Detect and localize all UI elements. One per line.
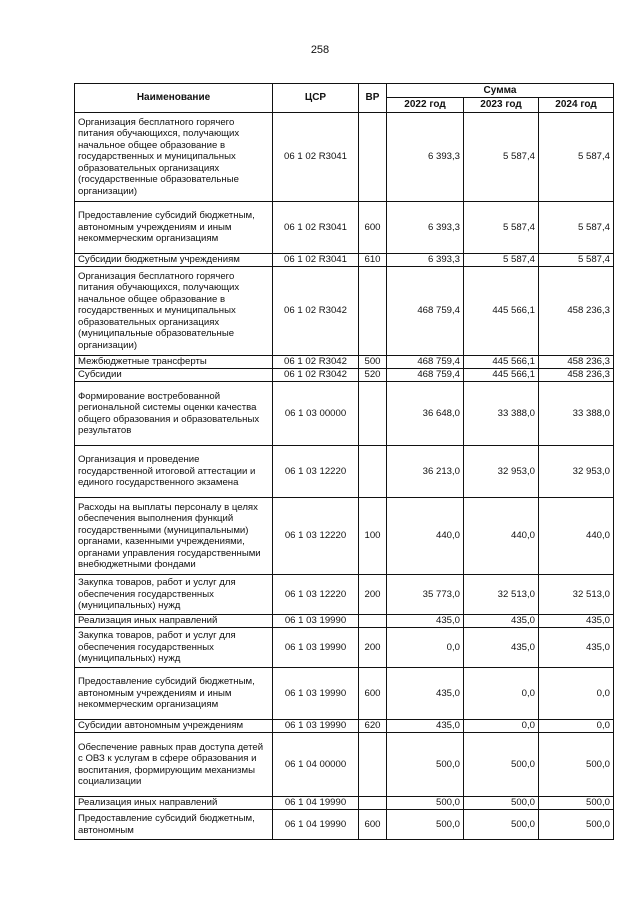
- cell-sum-2022: 6 393,3: [387, 202, 464, 254]
- table-row: [75, 446, 614, 498]
- cell-sum-2022: 500,0: [387, 810, 464, 840]
- cell-sum-2023: 440,0: [464, 498, 539, 575]
- table-row: [75, 498, 614, 575]
- table-row: [75, 720, 614, 733]
- cell-csr: 06 1 02 R3042: [273, 356, 359, 369]
- cell-vr: 620: [359, 720, 387, 733]
- cell-sum-2023: 33 388,0: [464, 382, 539, 446]
- cell-sum-2022: 6 393,3: [387, 254, 464, 267]
- header-year-2024: 2024 год: [539, 98, 614, 113]
- cell-vr: 520: [359, 369, 387, 382]
- cell-csr: 06 1 02 R3041: [273, 254, 359, 267]
- cell-sum-2022: 435,0: [387, 668, 464, 720]
- cell-sum-2023: 435,0: [464, 615, 539, 628]
- cell-vr: 600: [359, 202, 387, 254]
- cell-csr: 06 1 04 19990: [273, 810, 359, 840]
- cell-csr: 06 1 02 R3041: [273, 202, 359, 254]
- cell-csr: 06 1 03 12220: [273, 498, 359, 575]
- header-vr: ВР: [359, 84, 387, 113]
- cell-csr: 06 1 04 00000: [273, 733, 359, 797]
- cell-csr: 06 1 02 R3042: [273, 267, 359, 356]
- table-row: [75, 628, 614, 668]
- cell-name: Реализация иных направлений: [75, 615, 273, 628]
- cell-sum-2023: 445 566,1: [464, 369, 539, 382]
- table-row: [75, 356, 614, 369]
- cell-name: Реализация иных направлений: [75, 797, 273, 810]
- cell-name: Предоставление субсидий бюджетным, автономным учреждениям и иным некоммерческим организациям: [75, 202, 273, 254]
- cell-csr: 06 1 03 19990: [273, 628, 359, 668]
- cell-sum-2024: 33 388,0: [539, 382, 614, 446]
- cell-name: Обеспечение равных прав доступа детей с ОВЗ к услугам в сфере образования и воспитания, формирующим механизмы социализации: [75, 733, 273, 797]
- cell-name: Предоставление субсидий бюджетным, автономным: [75, 810, 273, 840]
- cell-sum-2022: 0,0: [387, 628, 464, 668]
- cell-name: Закупка товаров, работ и услуг для обеспечения государственных (муниципальных) нужд: [75, 628, 273, 668]
- cell-csr: 06 1 03 00000: [273, 382, 359, 446]
- cell-sum-2024: 5 587,4: [539, 202, 614, 254]
- cell-name: Субсидии автономным учреждениям: [75, 720, 273, 733]
- cell-csr: 06 1 02 R3041: [273, 113, 359, 202]
- cell-name: Расходы на выплаты персоналу в целях обеспечения выполнения функций государственными (муниципальными) органами, казенными учреждениями, органами управления государственными внебюджетными фондами: [75, 498, 273, 575]
- cell-sum-2024: 458 236,3: [539, 369, 614, 382]
- cell-sum-2024: 458 236,3: [539, 267, 614, 356]
- cell-sum-2023: 500,0: [464, 797, 539, 810]
- cell-sum-2023: 0,0: [464, 668, 539, 720]
- cell-sum-2024: 0,0: [539, 720, 614, 733]
- cell-sum-2022: 6 393,3: [387, 113, 464, 202]
- cell-sum-2024: 5 587,4: [539, 113, 614, 202]
- cell-vr: [359, 615, 387, 628]
- cell-vr: 600: [359, 810, 387, 840]
- cell-sum-2023: 5 587,4: [464, 202, 539, 254]
- table-row: [75, 810, 614, 840]
- cell-name: Межбюджетные трансферты: [75, 356, 273, 369]
- cell-sum-2023: 32 513,0: [464, 575, 539, 615]
- table-row: [75, 113, 614, 202]
- cell-name: Организация бесплатного горячего питания обучающихся, получающих начальное общее образование в государственных и муниципальных образовательных организациях (муниципальные образовательные организации): [75, 267, 273, 356]
- cell-sum-2024: 0,0: [539, 668, 614, 720]
- cell-csr: 06 1 02 R3042: [273, 369, 359, 382]
- cell-sum-2022: 36 213,0: [387, 446, 464, 498]
- header-csr: ЦСР: [273, 84, 359, 113]
- table-row: [75, 202, 614, 254]
- cell-vr: 610: [359, 254, 387, 267]
- cell-sum-2024: 458 236,3: [539, 356, 614, 369]
- cell-sum-2023: 445 566,1: [464, 267, 539, 356]
- table-row: [75, 797, 614, 810]
- cell-sum-2022: 468 759,4: [387, 369, 464, 382]
- header-name: Наименование: [75, 84, 273, 113]
- cell-vr: [359, 733, 387, 797]
- cell-sum-2023: 0,0: [464, 720, 539, 733]
- cell-vr: 500: [359, 356, 387, 369]
- cell-vr: 600: [359, 668, 387, 720]
- table-row: [75, 615, 614, 628]
- cell-sum-2022: 500,0: [387, 733, 464, 797]
- cell-sum-2022: 500,0: [387, 797, 464, 810]
- cell-name: Организация бесплатного горячего питания обучающихся, получающих начальное общее образование в государственных и муниципальных образовательных организациях (государственные образовательные организации): [75, 113, 273, 202]
- cell-sum-2022: 36 648,0: [387, 382, 464, 446]
- cell-csr: 06 1 03 19990: [273, 668, 359, 720]
- table-row: [75, 575, 614, 615]
- cell-csr: 06 1 03 12220: [273, 575, 359, 615]
- cell-sum-2023: 5 587,4: [464, 254, 539, 267]
- cell-vr: 100: [359, 498, 387, 575]
- cell-vr: 200: [359, 575, 387, 615]
- cell-csr: 06 1 03 19990: [273, 615, 359, 628]
- cell-sum-2022: 35 773,0: [387, 575, 464, 615]
- cell-sum-2022: 468 759,4: [387, 356, 464, 369]
- cell-vr: [359, 113, 387, 202]
- cell-sum-2024: 32 513,0: [539, 575, 614, 615]
- cell-sum-2022: 440,0: [387, 498, 464, 575]
- cell-sum-2024: 440,0: [539, 498, 614, 575]
- table-row: [75, 668, 614, 720]
- cell-name: Закупка товаров, работ и услуг для обеспечения государственных (муниципальных) нужд: [75, 575, 273, 615]
- cell-vr: [359, 797, 387, 810]
- budget-table: [74, 83, 614, 840]
- cell-sum-2023: 32 953,0: [464, 446, 539, 498]
- cell-csr: 06 1 03 12220: [273, 446, 359, 498]
- cell-vr: [359, 382, 387, 446]
- cell-vr: [359, 267, 387, 356]
- table-row: [75, 267, 614, 356]
- cell-sum-2022: 468 759,4: [387, 267, 464, 356]
- cell-sum-2022: 435,0: [387, 720, 464, 733]
- header-sum: Сумма: [387, 84, 614, 98]
- cell-sum-2023: 5 587,4: [464, 113, 539, 202]
- cell-name: Субсидии бюджетным учреждениям: [75, 254, 273, 267]
- cell-sum-2024: 500,0: [539, 797, 614, 810]
- cell-sum-2024: 500,0: [539, 733, 614, 797]
- table-row: [75, 382, 614, 446]
- cell-vr: 200: [359, 628, 387, 668]
- cell-sum-2024: 435,0: [539, 628, 614, 668]
- cell-name: Субсидии: [75, 369, 273, 382]
- cell-sum-2022: 435,0: [387, 615, 464, 628]
- cell-name: Организация и проведение государственной итоговой аттестации и единого государственного экзамена: [75, 446, 273, 498]
- cell-vr: [359, 446, 387, 498]
- cell-sum-2024: 435,0: [539, 615, 614, 628]
- cell-sum-2024: 500,0: [539, 810, 614, 840]
- cell-sum-2024: 5 587,4: [539, 254, 614, 267]
- cell-sum-2023: 500,0: [464, 733, 539, 797]
- cell-csr: 06 1 03 19990: [273, 720, 359, 733]
- cell-sum-2023: 445 566,1: [464, 356, 539, 369]
- cell-sum-2023: 435,0: [464, 628, 539, 668]
- header-year-2023: 2023 год: [464, 98, 539, 113]
- cell-sum-2024: 32 953,0: [539, 446, 614, 498]
- table-row: [75, 369, 614, 382]
- table-row: [75, 254, 614, 267]
- table-row: [75, 733, 614, 797]
- cell-name: Формирование востребованной региональной системы оценки качества общего образования и образовательных результатов: [75, 382, 273, 446]
- cell-name: Предоставление субсидий бюджетным, автономным учреждениям и иным некоммерческим организациям: [75, 668, 273, 720]
- header-year-2022: 2022 год: [387, 98, 464, 113]
- cell-csr: 06 1 04 19990: [273, 797, 359, 810]
- cell-sum-2023: 500,0: [464, 810, 539, 840]
- page-number: 258: [310, 44, 330, 56]
